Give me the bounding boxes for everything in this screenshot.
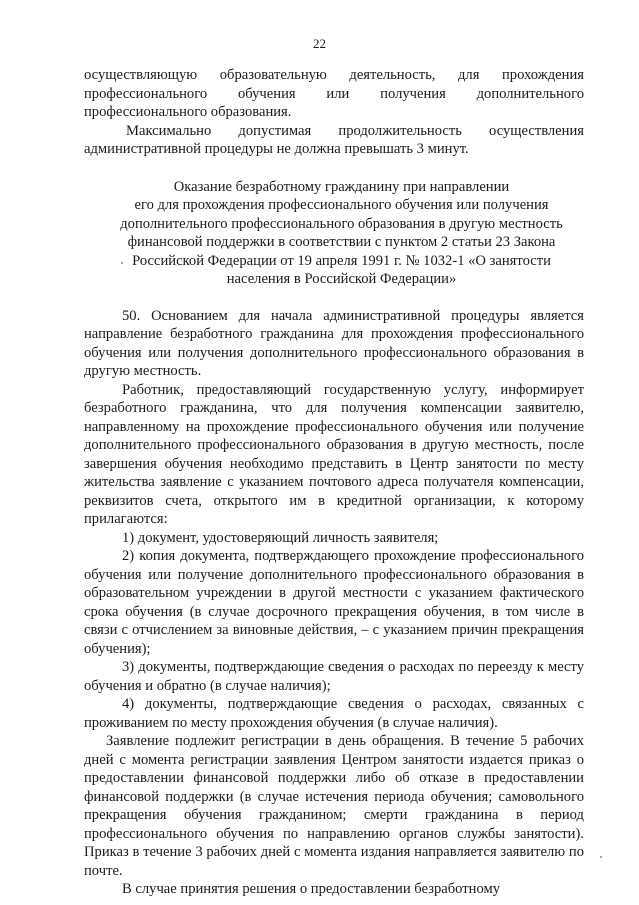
scan-speck — [121, 262, 123, 264]
list-item: 1) документ, удостоверяющий личность заявителя; — [122, 529, 439, 546]
section-heading — [84, 178, 584, 289]
heading-line: Российской Федерации от 19 апреля 1991 г. № 1032-1 «О занятости — [132, 252, 551, 269]
paragraph: Работник, предоставляющий государственную услугу, информирует безработного гражданина, что для получения компенсации заявителю, направленному на прохождение профессионального обучения или получение дополнительного профессионального образования в другую местность, после завершения обучения необходимо представить в Центр занятости по месту жительства заявление с указанием почтового адреса получателя компенсации, реквизитов счета, открытого им в кредитной организации, к которому прилагаются: — [84, 381, 584, 527]
list-item: 3) документы, подтверждающие сведения о расходах по переезду к месту обучения и обратно (в случае наличия); — [84, 659, 584, 694]
list-item: 2) копия документа, подтверждающего прохождение профессионального обучения или получение дополнительного профессионального образования в образовательном учреждении в другой местности с указанием фактического срока обучения (в случае досрочного прекращения обучения, в том числе в связи с отчислением за виновные действия, – с указанием причин прекращения обучения); — [84, 548, 584, 657]
heading-line: его для прохождения профессионального обучения или получения — [134, 197, 549, 213]
paragraph-50: 50. Основанием для начала административной процедуры является направление безработного гражданина для прохождения профессионального обучения или получения дополнительного профессионального образования в другую местность. — [84, 307, 584, 379]
document-body — [84, 66, 584, 899]
paragraph: Максимально допустимая продолжительность осуществления административной процедуры не должна превышать 3 минут. — [84, 122, 584, 157]
heading-line: финансовой поддержки в соответствии с пунктом 2 статьи 23 Закона — [127, 234, 556, 250]
paragraph: Заявление подлежит регистрации в день обращения. В течение 5 рабочих дней с момента регистрации заявления Центром занятости издается приказ о предоставлении финансовой поддержки либо об отказе в предоставлении финансовой поддержки (в случае истечения периода обучения; самовольного прекращения обучения гражданином; смерти гражданина в период профессионального обучения по направлению органов службы занятости). Приказ в течение 3 рабочих дней с момента издания направляется заявителю по почте. — [84, 733, 584, 879]
heading-line: Оказание безработному гражданину при направлении — [173, 178, 510, 195]
page-number: 22 — [313, 36, 326, 51]
list-item: 4) документы, подтверждающие сведения о расходах, связанных с проживанием по месту прохождения обучения (в случае наличия). — [84, 696, 584, 731]
paragraph: В случае принятия решения о предоставлении безработному — [122, 881, 501, 897]
heading-line: населения в Российской Федерации» — [226, 271, 457, 287]
scan-speck — [600, 856, 602, 858]
heading-line: дополнительного профессионального образования в другую местность — [120, 215, 563, 232]
paragraph: осуществляющую образовательную деятельность, для прохождения профессионального обучения или получения дополнительного профессионального образования. — [84, 67, 584, 120]
